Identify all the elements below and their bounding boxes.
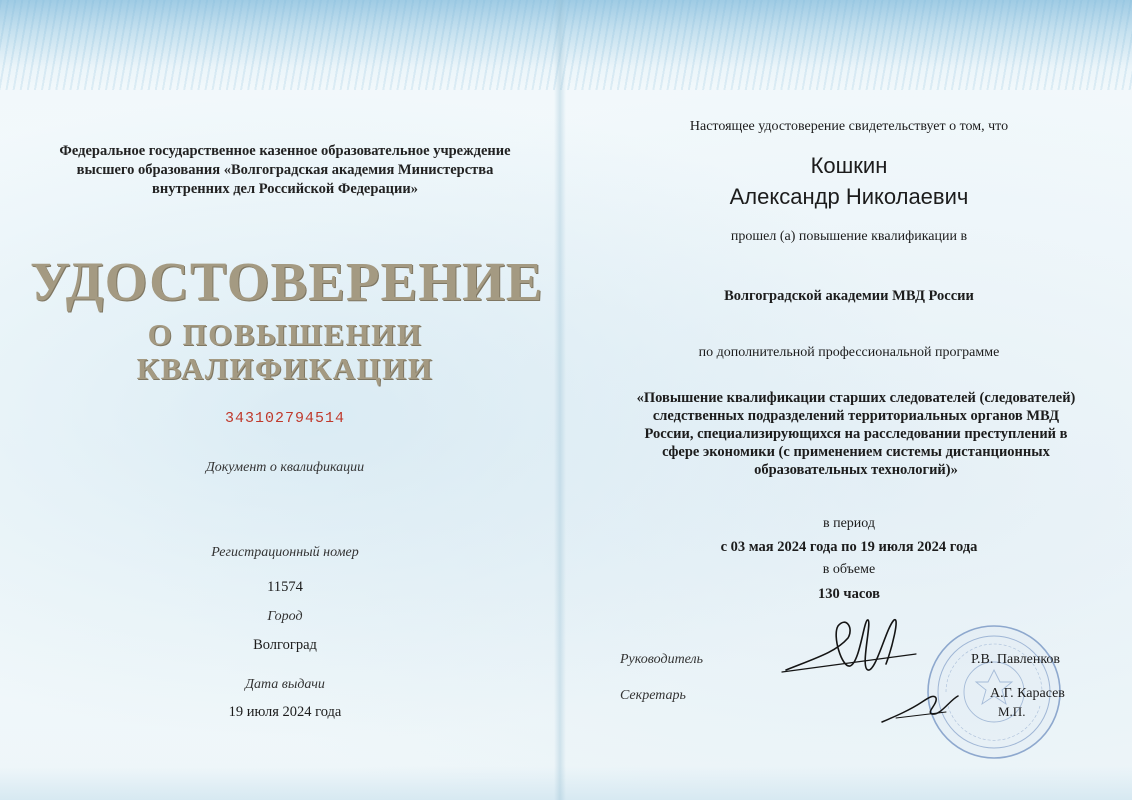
- page-fold: [554, 0, 566, 800]
- subtitle-line-2: КВАЛИФИКАЦИИ: [136, 351, 434, 386]
- stamp-place-label: М.П.: [998, 704, 1026, 719]
- serial-number: 343102794514: [224, 410, 346, 427]
- right-page: [566, 0, 1132, 800]
- registration-number: 11574: [267, 579, 303, 595]
- secretary-label: Секретарь: [620, 688, 686, 703]
- passed-text: прошел (а) повышение квалификации в: [730, 229, 968, 244]
- holder-given-names: Александр Николаевич: [729, 184, 969, 209]
- certificate-intro: Настоящее удостоверение свидетельствует о том, что: [689, 119, 1009, 134]
- volume-label: в объеме: [822, 562, 876, 577]
- head-signature: [776, 608, 926, 688]
- city-label: Город: [267, 609, 303, 624]
- institution-name: Федеральное государственное казенное образовательное учреждение высшего образования «Волгоградская академия Министерства внутренних дел Российской Федерации»: [59, 143, 511, 197]
- period-label: в период: [822, 516, 876, 531]
- issue-date-label: Дата выдачи: [245, 677, 325, 692]
- head-name: Р.В. Павленков: [971, 652, 1061, 667]
- holder-surname: Кошкин: [810, 153, 888, 178]
- secretary-name: А.Г. Карасев: [990, 686, 1065, 701]
- city-value: Волгоград: [253, 637, 317, 653]
- certificate-subtitle: [60, 318, 510, 386]
- issue-date: 19 июля 2024 года: [228, 704, 342, 720]
- program-label: по дополнительной профессиональной программе: [698, 345, 1000, 360]
- subtitle-line-1: О ПОВЫШЕНИИ: [147, 317, 423, 352]
- left-page: [0, 0, 555, 800]
- head-label: Руководитель: [620, 652, 704, 667]
- certificate-title: УДОСТОВЕРЕНИЕ: [30, 251, 544, 312]
- study-volume: 130 часов: [818, 586, 880, 602]
- document-type: Документ о квалификации: [205, 460, 365, 475]
- study-period: с 03 мая 2024 года по 19 июля 2024 года: [720, 539, 978, 555]
- registration-label: Регистрационный номер: [211, 545, 359, 560]
- program-title: «Повышение квалификации старших следователей (следователей) следственных подразделений территориальных органов МВД России, специализирующихся на расследовании преступлений в сфере экономики (с применением системы дистанционных образовательных технологий)»: [636, 390, 1076, 478]
- secretary-signature: [876, 688, 966, 728]
- academy-name: Волгоградской академии МВД России: [724, 288, 974, 304]
